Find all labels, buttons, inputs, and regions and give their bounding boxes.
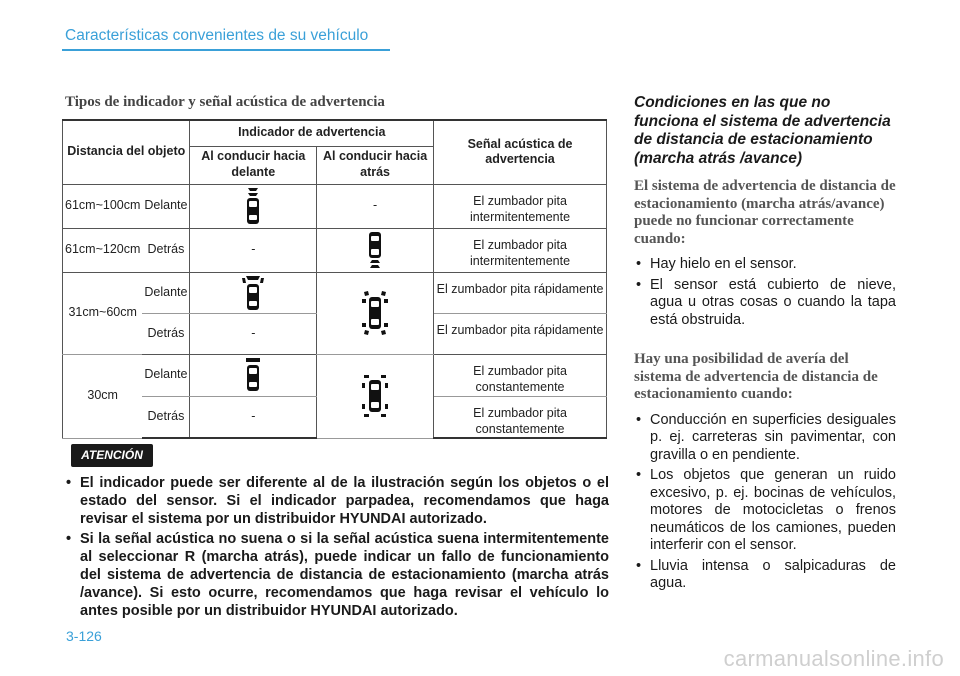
conditions-subtitle-1: El sistema de advertencia de distancia de estacionamiento (marcha atrás/avance) puede no funcionar correctamente cuando: (634, 178, 896, 247)
reverse-indicator-cell (317, 354, 434, 438)
signal-cell: El zumbador pita rápidamente (434, 313, 607, 354)
distance-cell: 30cm (63, 354, 143, 438)
direction-cell: Detrás (142, 396, 190, 438)
page-number: 3-126 (66, 628, 102, 644)
distance-cell: 61cm~100cm (63, 184, 143, 228)
list-item: • Lluvia intensa o salpicaduras de agua. (634, 558, 896, 593)
atencion-label: ATENCIÓN (71, 444, 153, 467)
forward-indicator-cell (190, 184, 317, 228)
page-header-title: Características convenientes de su vehículo (65, 27, 369, 44)
warning-table (62, 119, 607, 439)
warning-list (64, 474, 609, 622)
direction-cell: Detrás (142, 228, 190, 272)
signal-cell: El zumbador pita intermitentemente (434, 228, 607, 272)
col-header-indicator: Indicador de advertencia (190, 120, 434, 146)
direction-cell: Delante (142, 272, 190, 313)
forward-indicator-cell (190, 272, 317, 313)
reverse-indicator-cell: - (317, 184, 434, 228)
distance-cell: 61cm~120cm (63, 228, 143, 272)
signal-cell: El zumbador pita intermitentemente (434, 184, 607, 228)
car-front-icon (245, 187, 261, 225)
list-item: • Hay hielo en el sensor. (634, 256, 896, 274)
conditions-list-2 (634, 412, 896, 593)
col-header-signal: Señal acústica de advertencia (434, 120, 607, 184)
col-header-reverse: Al conducir hacia atrás (317, 146, 434, 184)
conditions-column (634, 94, 896, 596)
car-rear-icon (367, 231, 383, 269)
conditions-list-1 (634, 256, 896, 329)
forward-indicator-cell: - (190, 313, 317, 354)
distance-cell: 31cm~60cm (63, 272, 143, 354)
direction-cell: Delante (142, 184, 190, 228)
table-row (63, 354, 607, 396)
car-front-icon (242, 275, 264, 311)
list-item: • Conducción en superficies desiguales p. ej. carreteras sin pavimentar, con gravilla o en pendiente. (634, 412, 896, 465)
table-row (63, 228, 607, 272)
header-rule (62, 49, 390, 51)
signal-cell: El zumbador pita constantemente (434, 354, 607, 396)
table-row (63, 184, 607, 228)
signal-cell: El zumbador pita constantemente (434, 396, 607, 438)
list-item: • El sensor está cubierto de nieve, agua u otras cosas o cuando la tapa está obstruida. (634, 277, 896, 330)
section-title: Tipos de indicador y señal acústica de advertencia (65, 94, 385, 110)
signal-cell: El zumbador pita rápidamente (434, 272, 607, 313)
col-header-distance: Distancia del objeto (63, 120, 190, 184)
watermark: carmanualsonline.info (723, 646, 944, 671)
col-header-forward: Al conducir hacia delante (190, 146, 317, 184)
car-front-icon (243, 357, 263, 393)
direction-cell: Detrás (142, 313, 190, 354)
conditions-title: Condiciones en las que no funciona el sistema de advertencia de distancia de estacionamiento (marcha atrás /avance) (634, 94, 891, 167)
direction-cell: Delante (142, 354, 190, 396)
forward-indicator-cell: - (190, 396, 317, 438)
forward-indicator-cell: - (190, 228, 317, 272)
car-all-icon (362, 290, 388, 336)
forward-indicator-cell (190, 354, 317, 396)
car-all-icon (362, 373, 388, 419)
reverse-indicator-cell (317, 272, 434, 354)
reverse-indicator-cell (317, 228, 434, 272)
conditions-subtitle-2: Hay una posibilidad de avería del sistema de advertencia de distancia de estacionamiento cuando: (634, 351, 878, 402)
list-item: • Los objetos que generan un ruido excesivo, p. ej. bocinas de vehículos, motores de motocicletas o frenos neumáticos de los camiones, pueden interferir con el sensor. (634, 467, 896, 555)
warning-item: • El indicador puede ser diferente al de la ilustración según los objetos o el estado del sensor. Si el indicador parpadea, recomendamos que haga revisar el sistema por un distribuidor HYUNDAI autorizado. (64, 474, 609, 528)
warning-item: • Si la señal acústica no suena o si la señal acústica suena intermitentemente al seleccionar R (marcha atrás), puede indicar un fallo de funcionamiento del sistema de advertencia de distancia de estacionamiento (marcha atrás /avance). Si esto ocurre, recomendamos que haga revisar el vehículo lo antes posible por un distribuidor HYUNDAI autorizado. (64, 530, 609, 620)
table-row (63, 272, 607, 313)
